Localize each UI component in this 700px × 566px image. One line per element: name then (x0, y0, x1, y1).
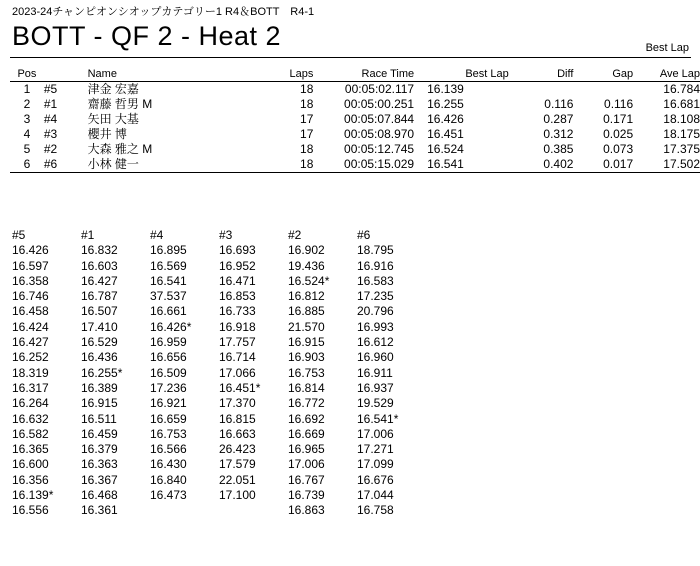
lap-time: 16.832 (81, 243, 118, 258)
lap-time: 16.937 (357, 380, 394, 395)
lap-time: 16.459 (81, 426, 118, 441)
lap-time: 16.692 (288, 411, 325, 426)
lap-time: 17.235 (357, 289, 394, 304)
lap-time: 19.436 (288, 258, 325, 273)
lap-time: 16.853 (219, 289, 256, 304)
cell-gap: 0.017 (573, 157, 633, 173)
lap-time: 17.006 (357, 426, 394, 441)
lap-time: 16.746 (12, 289, 49, 304)
lap-time: 17.236 (150, 380, 187, 395)
lap-time: 16.389 (81, 380, 118, 395)
cell-gap: 0.171 (603, 112, 634, 126)
lap-time: 16.566 (150, 442, 187, 457)
lap-column-header: #6 (357, 228, 371, 242)
cell-gap (573, 82, 633, 98)
lap-time: 17.100 (219, 488, 256, 503)
lap-time: 16.363 (81, 457, 118, 472)
lap-time: 17.410 (81, 319, 118, 334)
lap-time: 16.767 (288, 472, 325, 487)
lap-time: 16.959 (150, 335, 187, 350)
table-row (10, 97, 700, 112)
cell-pos: 5 (23, 142, 31, 156)
cell-diff: 0.287 (543, 112, 574, 126)
cell-ave-lap: 18.175 (663, 127, 700, 141)
cell-laps: 17 (300, 112, 314, 126)
cell-diff: 0.402 (509, 157, 574, 173)
lap-time: 21.570 (288, 319, 325, 334)
lap-time: 16.424 (12, 319, 49, 334)
lap-time: 16.468 (81, 488, 118, 503)
lap-time: 16.885 (288, 304, 325, 319)
best-lap-label: Best Lap (645, 42, 689, 54)
lap-time: 37.537 (150, 289, 187, 304)
lap-time: 16.787 (81, 289, 118, 304)
lap-time: 16.952 (219, 258, 256, 273)
col-header-best-lap: Best Lap (465, 68, 509, 80)
lap-time: 16.661 (150, 304, 187, 319)
cell-driver-name: 齋藤 哲男 M (87, 97, 153, 111)
cell-laps: 18 (300, 142, 314, 156)
lap-time: 17.757 (219, 335, 256, 350)
lap-time: 20.796 (357, 304, 394, 319)
lap-time: 16.863 (288, 503, 325, 518)
lap-time: 16.569 (150, 258, 187, 273)
cell-gap: 0.073 (603, 142, 634, 156)
cell-diff: 0.385 (543, 142, 574, 156)
cell-driver-name: 小林 健一 (88, 157, 272, 173)
lap-time: 16.663 (219, 426, 256, 441)
lap-time: 16.426 (12, 243, 49, 258)
cell-gap: 0.116 (604, 97, 634, 111)
cell-kart-number: #2 (43, 142, 58, 156)
cell-best-lap: 16.541 (414, 157, 509, 173)
cell-race-time: 00:05:08.970 (344, 127, 415, 141)
lap-time: 16.714 (219, 350, 256, 365)
lap-time: 16.509 (150, 365, 187, 380)
lap-time: 26.423 (219, 442, 256, 457)
lap-time: 16.511 (81, 411, 117, 426)
lap-time: 16.556 (12, 503, 49, 518)
lap-time: 16.840 (150, 472, 187, 487)
lap-time: 16.255* (81, 365, 123, 380)
lap-column (150, 228, 219, 519)
lap-time: 18.795 (357, 243, 394, 258)
lap-time: 16.473 (150, 488, 187, 503)
table-row (10, 142, 700, 157)
lap-time: 17.579 (219, 457, 256, 472)
lap-time: 16.529 (81, 335, 118, 350)
lap-time: 17.271 (357, 442, 394, 457)
lap-time: 16.600 (12, 457, 49, 472)
col-header-pos: Pos (17, 68, 37, 80)
lap-time: 16.965 (288, 442, 325, 457)
col-header-diff: Diff (557, 68, 574, 80)
lap-time: 16.895 (150, 243, 187, 258)
cell-laps: 18 (300, 97, 314, 111)
cell-race-time: 00:05:07.844 (344, 112, 415, 126)
cell-diff (509, 82, 574, 98)
lap-time: 16.753 (288, 365, 325, 380)
lap-column-header: #3 (219, 228, 233, 242)
col-header-no (44, 67, 88, 82)
lap-time: 16.993 (357, 319, 394, 334)
cell-laps: 17 (300, 127, 314, 141)
table-row (10, 82, 700, 98)
lap-time: 16.367 (81, 472, 118, 487)
lap-time: 22.051 (219, 472, 256, 487)
lap-time: 16.524* (288, 273, 330, 288)
cell-pos: 1 (10, 82, 44, 98)
lap-time: 16.612 (357, 335, 394, 350)
lap-time: 16.659 (150, 411, 187, 426)
lap-time: 16.430 (150, 457, 187, 472)
col-header-laps: Laps (289, 68, 314, 80)
lap-time: 18.319 (12, 365, 49, 380)
cell-ave-lap: 17.502 (633, 157, 700, 173)
lap-time: 17.006 (288, 457, 325, 472)
lap-time: 16.358 (12, 273, 49, 288)
cell-diff: 0.116 (544, 97, 574, 111)
lap-time: 19.529 (357, 396, 394, 411)
cell-driver-name: 矢田 大基 (87, 112, 139, 126)
lap-column (12, 228, 81, 519)
lap-time: 17.370 (219, 396, 256, 411)
cell-best-lap: 16.524 (427, 142, 464, 156)
cell-driver-name: 櫻井 博 (87, 127, 127, 141)
lap-time: 16.264 (12, 396, 49, 411)
cell-kart-number: #3 (43, 127, 58, 141)
col-header-race-time: Race Time (361, 68, 415, 80)
cell-kart-number: #1 (43, 97, 58, 111)
cell-race-time: 00:05:15.029 (313, 157, 414, 173)
lap-time: 16.139* (12, 488, 54, 503)
lap-time: 16.916 (357, 258, 394, 273)
lap-time: 16.733 (219, 304, 256, 319)
cell-best-lap: 16.139 (414, 82, 509, 98)
lap-column (288, 228, 357, 519)
title-divider (10, 57, 691, 58)
cell-kart-number: #6 (44, 157, 88, 173)
cell-kart-number: #5 (44, 82, 88, 98)
lap-time: 16.427 (81, 273, 118, 288)
lap-time: 16.693 (219, 243, 256, 258)
cell-best-lap: 16.451 (427, 127, 464, 141)
lap-time: 17.099 (357, 457, 394, 472)
cell-gap: 0.025 (603, 127, 634, 141)
lap-time: 16.361 (81, 503, 118, 518)
cell-pos: 3 (23, 112, 31, 126)
lap-time: 16.903 (288, 350, 325, 365)
lap-time: 16.582 (12, 426, 49, 441)
table-row (10, 112, 700, 127)
cell-best-lap: 16.255 (427, 97, 464, 111)
lap-time: 16.772 (288, 396, 325, 411)
lap-time: 16.471 (219, 273, 256, 288)
lap-time: 16.632 (12, 411, 49, 426)
col-header-gap: Gap (612, 68, 634, 80)
lap-time: 16.436 (81, 350, 118, 365)
lap-time: 16.669 (288, 426, 325, 441)
lap-column-header: #2 (288, 228, 302, 242)
cell-laps: 18 (272, 157, 314, 173)
cell-best-lap: 16.426 (427, 112, 464, 126)
cell-driver-name: 大森 雅之 M (87, 142, 153, 156)
event-subtitle: 2023-24チャンピオンシオップカテゴリー1 R4＆BOTT R4-1 (12, 6, 315, 18)
col-header-name: Name (87, 68, 117, 80)
cell-pos: 6 (10, 157, 44, 173)
lap-time: 16.426* (150, 319, 192, 334)
lap-time: 16.739 (288, 488, 325, 503)
lap-time: 16.921 (150, 396, 187, 411)
lap-time: 16.252 (12, 350, 49, 365)
lap-time: 16.815 (219, 411, 256, 426)
page-title: BOTT - QF 2 - Heat 2 (12, 21, 282, 51)
lap-time: 16.656 (150, 350, 187, 365)
lap-time: 16.911 (357, 365, 393, 380)
table-row (10, 157, 700, 173)
cell-diff: 0.312 (543, 127, 574, 141)
lap-time: 16.814 (288, 380, 325, 395)
results-header-row (10, 67, 700, 82)
results-table (10, 67, 700, 173)
lap-time: 16.356 (12, 472, 49, 487)
cell-kart-number: #4 (43, 112, 58, 126)
lap-time: 16.603 (81, 258, 118, 273)
lap-time: 16.812 (288, 289, 325, 304)
cell-pos: 4 (23, 127, 31, 141)
lap-column-header: #1 (81, 228, 95, 242)
lap-time: 16.758 (357, 503, 394, 518)
lap-time: 16.902 (288, 243, 325, 258)
cell-race-time: 00:05:12.745 (344, 142, 415, 156)
lap-time: 16.676 (357, 472, 394, 487)
cell-driver-name: 津金 宏嘉 (88, 82, 272, 98)
lap-time: 16.317 (12, 380, 49, 395)
cell-ave-lap: 18.108 (663, 112, 700, 126)
cell-ave-lap: 16.681 (663, 97, 700, 111)
cell-ave-lap: 17.375 (663, 142, 700, 156)
lap-time: 16.507 (81, 304, 118, 319)
lap-times-grid (12, 228, 426, 519)
lap-time: 17.066 (219, 365, 256, 380)
lap-time: 16.451* (219, 380, 261, 395)
lap-time: 16.960 (357, 350, 394, 365)
lap-column-header: #5 (12, 228, 26, 242)
lap-time: 16.597 (12, 258, 49, 273)
lap-column (357, 228, 426, 519)
cell-race-time: 00:05:00.251 (344, 97, 415, 111)
lap-time: 16.915 (288, 335, 325, 350)
lap-time: 16.427 (12, 335, 49, 350)
lap-column (81, 228, 150, 519)
cell-laps: 18 (272, 82, 314, 98)
lap-time: 16.583 (357, 273, 394, 288)
lap-time: 16.915 (81, 396, 118, 411)
lap-time: 16.918 (219, 319, 256, 334)
lap-column-header: #4 (150, 228, 164, 242)
cell-pos: 2 (23, 97, 31, 111)
lap-time: 16.379 (81, 442, 118, 457)
cell-ave-lap: 16.784 (633, 82, 700, 98)
lap-column (219, 228, 288, 519)
lap-time: 16.753 (150, 426, 187, 441)
lap-time: 17.044 (357, 488, 394, 503)
table-row (10, 127, 700, 142)
col-header-ave-lap: Ave Lap (659, 68, 700, 80)
lap-time: 16.541* (357, 411, 399, 426)
lap-time: 16.458 (12, 304, 49, 319)
cell-race-time: 00:05:02.117 (313, 82, 414, 98)
lap-time: 16.365 (12, 442, 49, 457)
lap-time: 16.541 (150, 273, 187, 288)
